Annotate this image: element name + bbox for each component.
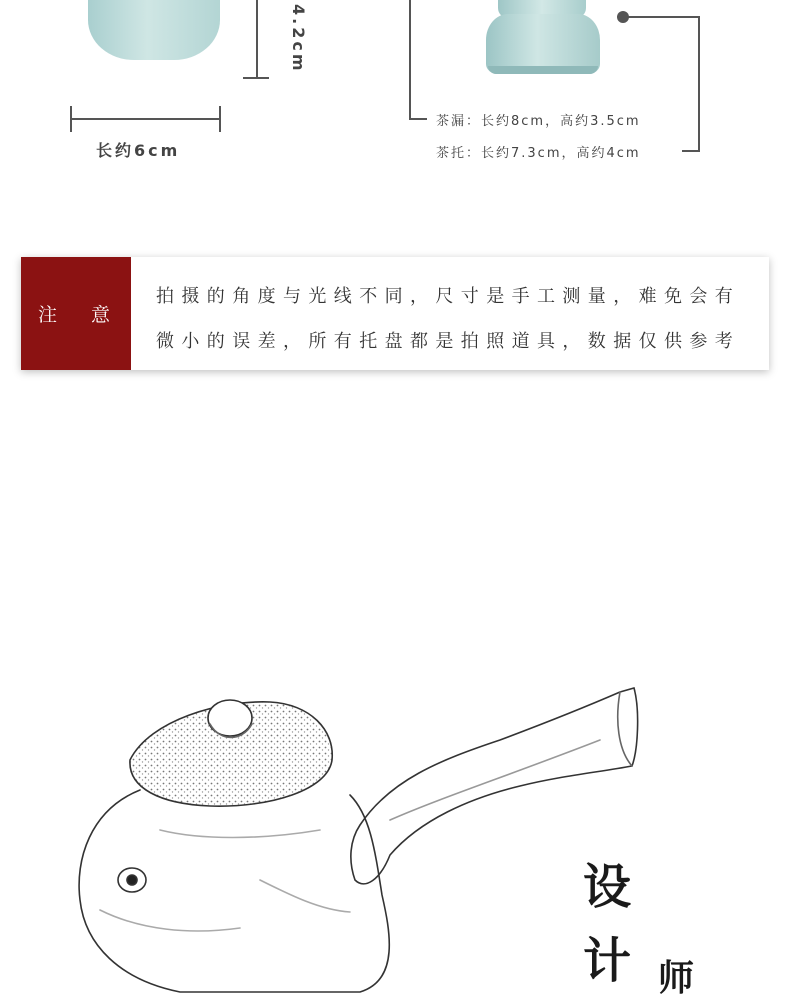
callout-line-left bbox=[409, 0, 411, 120]
designer-char-2: 计 bbox=[583, 933, 632, 989]
callout-line-right-top bbox=[628, 16, 700, 18]
cup-height-label: 4.2cm bbox=[289, 4, 308, 74]
notice-box bbox=[21, 257, 769, 370]
notice-line-2: 微小的误差，所有托盘都是拍照道具，数据仅供参考 bbox=[156, 331, 741, 352]
callout-line-left-foot bbox=[409, 118, 427, 120]
height-dimension-line bbox=[256, 0, 258, 78]
length-dimension-tick-right bbox=[219, 106, 221, 132]
cup-length-label: 长约6cm bbox=[96, 141, 181, 160]
saucer-rim bbox=[488, 66, 598, 74]
teapot-sketch bbox=[60, 680, 660, 1000]
cup-image bbox=[88, 0, 220, 60]
designer-char-1: 设 bbox=[583, 859, 632, 915]
callout-line-right bbox=[698, 16, 700, 152]
callout-line-right-foot bbox=[682, 150, 700, 152]
designer-char-3: 师 bbox=[658, 957, 695, 999]
saucer-image bbox=[486, 14, 600, 74]
length-dimension-line bbox=[71, 118, 221, 120]
notice-tag: 注 意 bbox=[21, 257, 131, 370]
height-dimension-tick bbox=[243, 77, 269, 79]
strainer-spec: 茶漏：长约8cm，高约3.5cm bbox=[436, 114, 641, 129]
notice-line-1: 拍摄的角度与光线不同，尺寸是手工测量，难免会有 bbox=[156, 286, 741, 307]
saucer-spec: 茶托：长约7.3cm，高约4cm bbox=[436, 146, 641, 161]
